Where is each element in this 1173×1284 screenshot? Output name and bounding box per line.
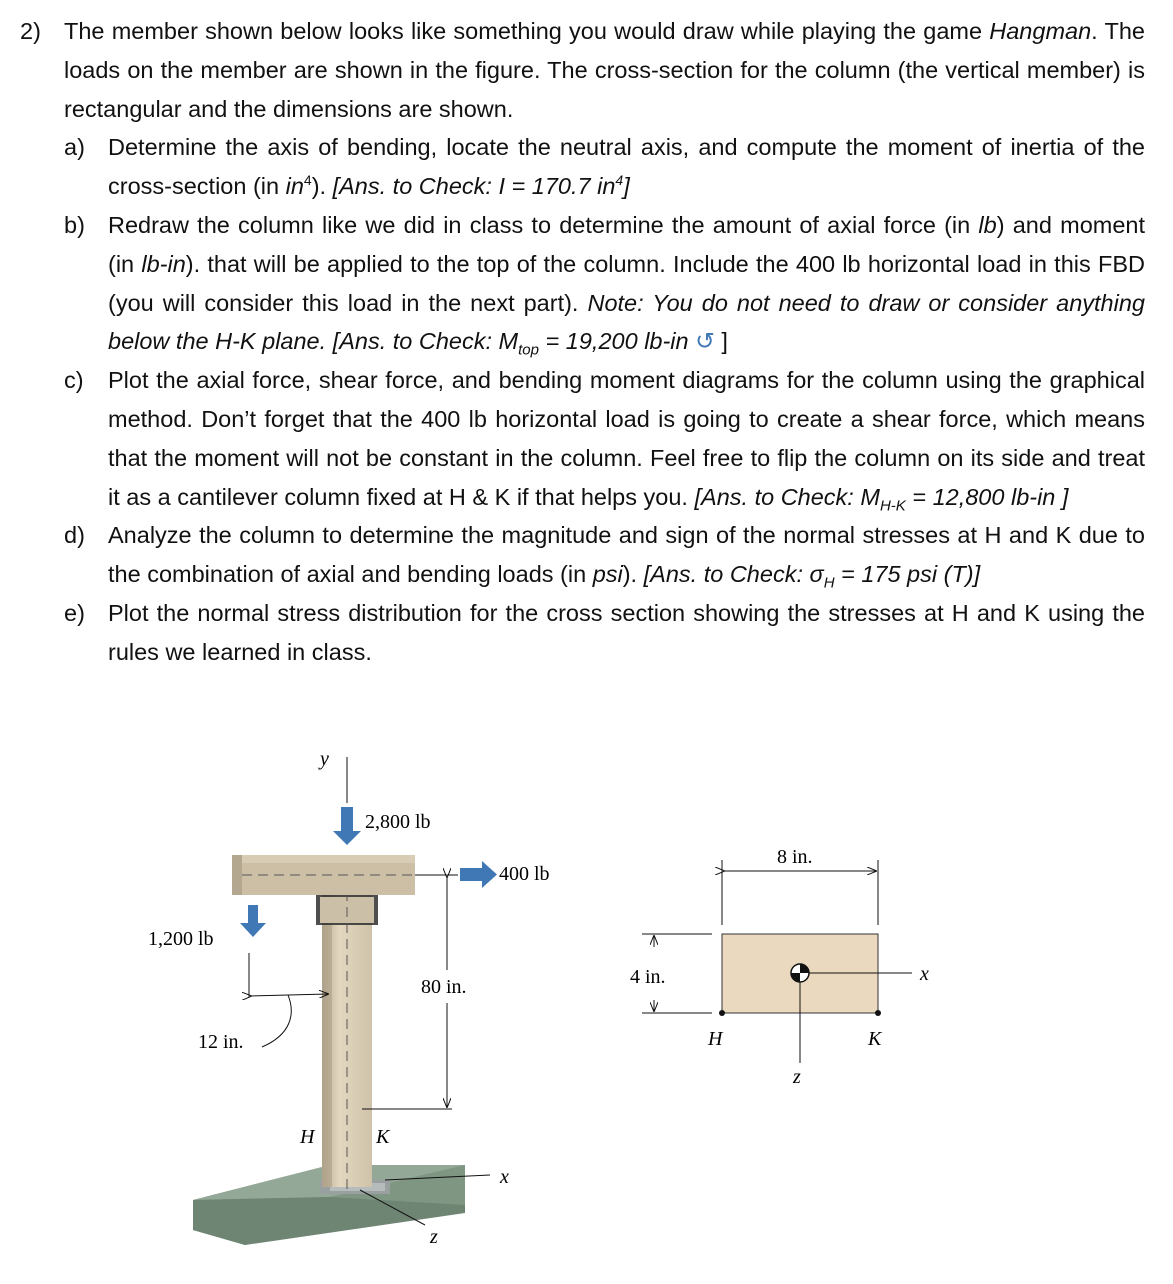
axis-y-label: y — [320, 748, 329, 770]
part-a-unit: in — [285, 173, 304, 200]
axis-z-label: z — [430, 1226, 438, 1248]
dim-arm-label: 12 in. — [198, 1031, 244, 1053]
intro-text-2: . The loads on the member are shown in the figure. The cross-section for the column (the vertical member) is rectangular and the dimensions are shown. — [64, 18, 1145, 122]
part-a-label: a) — [64, 134, 85, 161]
part-b-text-3: ). that will be applied to the top of the column. Include the 400 lb horizontal load in this FBD (you will consider this load in the next part). — [108, 250, 1145, 316]
section-z-label: z — [793, 1066, 801, 1088]
part-b-unit-1: lb — [978, 211, 997, 238]
part-b-answer-end: ] — [714, 328, 728, 355]
cross-section — [630, 846, 929, 1088]
part-d — [64, 516, 1145, 594]
section-h-label: H — [708, 1028, 723, 1050]
problem-intro — [20, 12, 1145, 128]
section-x-label: x — [920, 963, 929, 985]
load-left-label: 1,200 lb — [148, 928, 214, 950]
figure — [0, 735, 1173, 1284]
point-h-label: H — [300, 1126, 315, 1148]
intro-text-1: The member shown below looks like something you would draw while playing the game — [64, 18, 990, 44]
part-b-answer: [Ans. to Check: $M_{top} = 19,200$ lb-in — [326, 328, 696, 360]
part-d-text-1: Analyze the column to determine the magnitude and sign of the normal stresses at H and K due to the combination of axial and bending loads (in — [108, 522, 1145, 588]
part-b-note: Note: You do not need to draw or consider anything below the H-K plane. — [108, 289, 1145, 355]
section-k-label: K — [868, 1028, 882, 1050]
point-k-label: K — [376, 1126, 390, 1148]
arrow-right-icon — [460, 861, 497, 888]
section-height-label: 4 in. — [630, 966, 666, 988]
column — [316, 875, 378, 1195]
part-b — [64, 206, 1145, 361]
part-a-answer: [Ans. to Check: I = 170.7 $in^4$] — [332, 172, 630, 200]
axis-x-label: x — [500, 1166, 509, 1188]
part-d-label: d) — [64, 522, 85, 549]
part-c-answer: [Ans. to Check: $M_{H-K} = 12,800$ lb-in ] — [694, 483, 1069, 515]
arrow-down-icon — [333, 807, 361, 845]
ccw-rotation-icon: ↺ — [695, 328, 715, 355]
load-top-label: 2,800 lb — [365, 811, 431, 833]
intro-game-name: Hangman — [989, 18, 1092, 44]
part-d-unit: psi — [592, 561, 623, 588]
part-b-unit-2: lb-in — [141, 250, 186, 277]
part-e-text-1: Plot the normal stress distribution for the cross section showing the stresses at H and K using the rules we learned in class. — [108, 599, 1145, 665]
problem-number: 2) — [20, 18, 41, 44]
part-a: a) Determine the axis of bending, locate the neutral axis, and compute the moment of inertia of the cross-section (in $in^4$). [Ans. to Check: I = 170.7 $in^4$] — [64, 128, 1145, 206]
part-a-text-2: ). — [311, 173, 333, 200]
part-b-label: b) — [64, 211, 85, 238]
top-beam — [232, 855, 415, 895]
part-b-text-1: Redraw the column like we did in class to determine the amount of axial force (in — [108, 211, 979, 238]
part-a-text-1: Determine the axis of bending, locate the neutral axis, and compute the moment of inertia of the cross-section (in — [108, 134, 1145, 200]
part-c — [64, 361, 1145, 516]
load-horizontal-label: 400 lb — [499, 863, 550, 885]
problem-text — [20, 12, 1145, 672]
part-d-text-2: ). — [622, 561, 644, 588]
part-d-answer: [Ans. to Check: $\sigma_H = 175$ psi (T)] — [643, 561, 981, 592]
part-b-text-2: ) and moment (in — [108, 211, 1146, 277]
part-e — [64, 594, 1145, 672]
part-e-label: e) — [64, 599, 85, 626]
dim-height-label: 80 in. — [421, 976, 467, 998]
part-c-text-1: Plot the axial force, shear force, and bending moment diagrams for the column using the graphical method. Don’t forget that the 400 lb horizontal load is going to create a shear force, which means that the moment will not be constant in the column. Feel free to flip the column on its side and treat it as a cantilever column fixed at H & K if that helps you. — [108, 367, 1145, 510]
centroid-icon — [791, 964, 809, 982]
arrow-down-left-icon — [240, 905, 266, 937]
part-c-label: c) — [64, 367, 84, 394]
section-width-label: 8 in. — [777, 846, 813, 868]
